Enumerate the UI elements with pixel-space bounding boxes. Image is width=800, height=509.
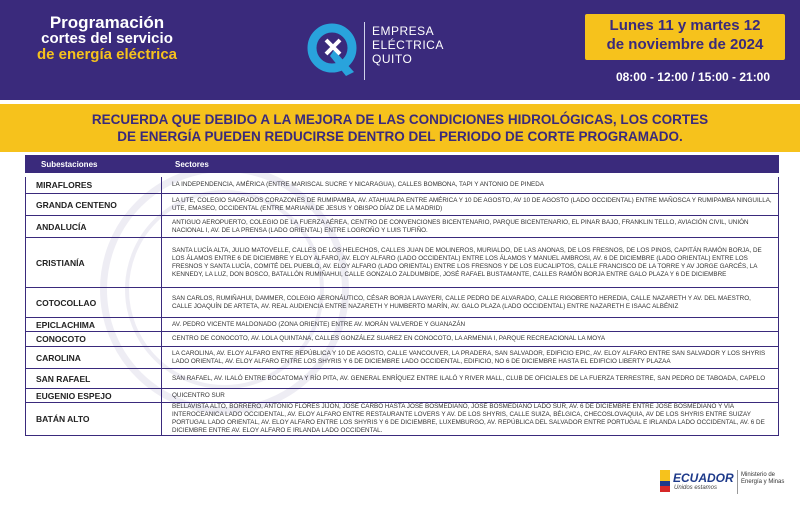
sector-list: SAN RAFAEL, AV. ILALÓ ENTRE BOCATOMA Y RÍO PITA, AV. GENERAL ENRÍQUEZ ENTRE ILALÓ Y RIVER MALL, CLUB DE OFICIALES DE LA FUERZA TERRESTRE, SAN PEDRO DE TABOADA, CAPELO bbox=[172, 374, 766, 382]
substation-name: CRISTIANÍA bbox=[26, 238, 162, 287]
column-header-sectors: Sectores bbox=[175, 159, 209, 169]
table-body bbox=[25, 177, 779, 436]
table-header bbox=[25, 155, 779, 173]
table-row bbox=[26, 177, 778, 193]
ecuador-logo-text: ECUADOR bbox=[673, 471, 734, 485]
ministry-name bbox=[741, 472, 784, 486]
sector-list: ANTIGUO AEROPUERTO, COLEGIO DE LA FUERZA AÉREA, CENTRO DE CONVENCIONES BICENTENARIO, PARQUE BICENTENARIO, EL PINAR BAJO, FRANKLIN TELLO, AVIACIÓN CIVIL, UNIÓN NACIONAL I, AV. DE LA PRENSA (LADO ORIENTAL) ENTRE LOGROÑO Y LUIS TUFIÑO. bbox=[172, 218, 749, 234]
substation-name: EUGENIO ESPEJO bbox=[26, 389, 162, 402]
notice-line-1: RECUERDA QUE DEBIDO A LA MEJORA DE LAS CONDICIONES HIDROLÓGICAS, LOS CORTES bbox=[91, 112, 709, 127]
sector-list: CENTRO DE CONOCOTO, AV. LOLA QUINTANA, CALLES GONZÁLEZ SUAREZ EN CONOCOTO, LA ARMENIA I, PARQUE RECREACIONAL LA MOYA bbox=[172, 335, 606, 342]
table-row bbox=[26, 368, 778, 388]
header-title bbox=[22, 14, 192, 63]
sector-list: SANTA LUCÍA ALTA, JULIO MATOVELLE, CALLES DE LOS HELECHOS, CALLES JUAN DE MOLINEROS, MURIALDO, DE LAS ANONAS, DE LOS FRESNOS, DE LOS PINOS, CAPITÁN RAMÓN BORJA, DE LOS ÁLAMOS ENTRE 6 DE DICIEMBRE Y ELOY ALFARO, AV. ELOY ALFARO (LADO OCCIDENTAL) ENTRE LOS ÁLAMOS Y MANUEL AMBROSI, AV. 6 DE DICIEMBRE (LADO ORIENTAL) ENTRE LOS FRESNOS Y SANTA LUCÍA, COMITÉ DEL PUEBLO, AV. ELOY ALFARO (LADO ORIENTAL) ENTRE LOS FRESNOS Y DE LOS EUCALIPTOS, CALLE FRANCISCO DE LA TORRE Y AV JORGE GARCÉS, LA KENNEDY, LA LUZ, DON BOSCO, BATALLÓN RUMIÑAHUI, CALLE GONZALO ZALDUMBIDE, JOSÉ RAFAEL BUSTAMANTE, CALLES RAMÓN BORJA ENTRE GALO PLAZA Y 6 DE DICIEMBRE bbox=[172, 246, 762, 278]
sector-list: LA INDEPENDENCIA, AMÉRICA (ENTRE MARISCAL SUCRE Y NICARAGUA), CALLES BOMBONA, TAPI Y ANTONIO DE PINEDA bbox=[172, 181, 544, 188]
eeq-logo-icon bbox=[306, 20, 362, 80]
notice-banner bbox=[0, 104, 800, 152]
company-line-3: QUITO bbox=[372, 52, 413, 66]
substation-name: CONOCOTO bbox=[26, 332, 162, 346]
substation-name: ANDALUCÍA bbox=[26, 216, 162, 237]
substation-name: CAROLINA bbox=[26, 347, 162, 368]
substation-name: SAN RAFAEL bbox=[26, 369, 162, 388]
company-logo bbox=[306, 20, 486, 86]
notice-line-2: DE ENERGÍA PUEDEN REDUCIRSE DENTRO DEL PERIODO DE CORTE PROGRAMADO. bbox=[117, 129, 683, 144]
ministry-line-2: Energía y Minas bbox=[741, 479, 785, 485]
sector-list: BELLAVISTA ALTO, BORRERO, ANTONIO FLORES JIJÓN, JOSÉ CARBO HASTA JOSÉ BOSMEDIANO, JOSÉ BOSMEDIANO LADO SUR, AV. 6 DE DICIEMBRE ENTRE JOSÉ BOSMEDIANO Y VÍA INTEROCEANICA LADO OCCIDENTAL, AV. ELOY ALFARO ENTRE RESTAURANTE LOVERS Y AV. DE LOS SHYRIS, CALLE SUIZA, BÉLGICA, CHECOSLOVAQUIA, AV DE LOS SHYRIS ENTRE SUIZAY PORTUGAL LADO ORIENTAL, AV. ELOY ALFARO ENTRE LOS SHYRIS Y 6 DE DICIEMBRE, LUXEMBURGO, AV. REPÚBLICA DEL SALVADOR ENTRE PORTUGAL E IRLANDA LADO OCCIDENTAL, AV. 6 DE DICIEMBRE ENTRE AV. ELOY ALFARO E IRLANDA LADO OCCIDENTAL. bbox=[172, 403, 765, 434]
substation-name: BATÁN ALTO bbox=[26, 403, 162, 435]
ministry-line-1: Ministerio de bbox=[741, 472, 776, 478]
title-line-1: Programación bbox=[49, 13, 165, 32]
substation-name: MIRAFLORES bbox=[26, 177, 162, 193]
table-row bbox=[26, 237, 778, 287]
sector-list: AV. PEDRO VICENTE MALDONADO (ZONA ORIENTE) ENTRE AV. MORÁN VALVERDE Y GUANAZÁN bbox=[172, 320, 466, 328]
sector-list: SAN CARLOS, RUMIÑAHUI, DAMMER, COLEGIO AERONÁUTICO, CÉSAR BORJA LAVAYERI, CALLE PEDRO DE ALVARADO, CALLE RIGOBERTO HEREDIA, CALLE NAZARETH Y AV. DEL MAESTRO, CALLE JOAQUÍN DE ARTETA, AV. REAL AUDIENCIA ENTRE NAZARETH Y HUMBERTO MARÍN, AV. GALO PLAZA (LADO OCCIDENTAL) ENTRE NAZARETH E ISAAC ALBÉNIZ bbox=[172, 294, 751, 310]
table-row bbox=[26, 215, 778, 237]
substation-name: GRANDA CENTENO bbox=[26, 194, 162, 215]
date-line-1: Lunes 11 y martes 12 bbox=[609, 17, 761, 34]
footer-logos bbox=[660, 466, 790, 498]
table-row bbox=[26, 388, 778, 402]
table-row bbox=[26, 317, 778, 331]
sector-list: LA UTE, COLEGIO SAGRADOS CORAZONES DE RUMIPAMBA, AV. ATAHUALPA ENTRE AMÉRICA Y 10 DE AGOSTO, AV 10 DE AGOSTO (LADO OCCIDENTAL) ENTRE MAÑOSCA Y RUMIPAMBA NINGUILLA, UTE, EMASEO, OCCIDENTAL (ENTRE MARIANA DE JESUS Y OBISPO DÍAZ DE LA MADRID) bbox=[172, 196, 772, 212]
header-banner bbox=[0, 0, 800, 100]
substation-name: EPICLACHIMA bbox=[26, 318, 162, 331]
table-row bbox=[26, 402, 778, 435]
table-row bbox=[26, 193, 778, 215]
footer-divider bbox=[737, 470, 738, 494]
date-line-2: de noviembre de 2024 bbox=[606, 36, 764, 53]
company-name bbox=[372, 24, 444, 66]
logo-divider bbox=[364, 22, 365, 80]
sector-list: QUICENTRO SUR bbox=[172, 391, 225, 399]
sector-list: LA CAROLINA, AV. ELOY ALFARO ENTRE REPÚBLICA Y 10 DE AGOSTO, CALLE VANCOUVER, LA PRADERA, SAN SALVADOR, EDIFICIO EPIC, AV. ELOY ALFARO ENTRE SAN SALVADOR Y LOS SHYRIS LADO ORIENTAL, AV. ELOY ALFARO ENTRE LOS SHYRIS Y 6 DE DICIEMBRE LADO OCCIDENTAL, EDIFICIO, NO 6 DE DICIEMBRE HASTA EL EDIFICIO LIBERTY PLAZAA bbox=[172, 349, 766, 365]
title-line-2: cortes del servicio bbox=[41, 30, 173, 47]
outage-table bbox=[25, 155, 779, 436]
company-line-2: ELÉCTRICA bbox=[372, 38, 444, 52]
company-line-1: EMPRESA bbox=[372, 24, 435, 38]
column-header-substations: Subestaciones bbox=[41, 159, 98, 169]
ecuador-flag-icon bbox=[660, 470, 670, 492]
table-row bbox=[26, 331, 778, 346]
outage-hours: 08:00 - 12:00 / 15:00 - 21:00 bbox=[615, 70, 771, 84]
substation-name: COTOCOLLAO bbox=[26, 288, 162, 317]
table-row bbox=[26, 346, 778, 368]
table-row bbox=[26, 287, 778, 317]
date-badge bbox=[585, 14, 785, 60]
ecuador-logo-subtitle: Unidos estamos bbox=[674, 485, 718, 491]
title-line-3: de energía eléctrica bbox=[36, 46, 178, 63]
